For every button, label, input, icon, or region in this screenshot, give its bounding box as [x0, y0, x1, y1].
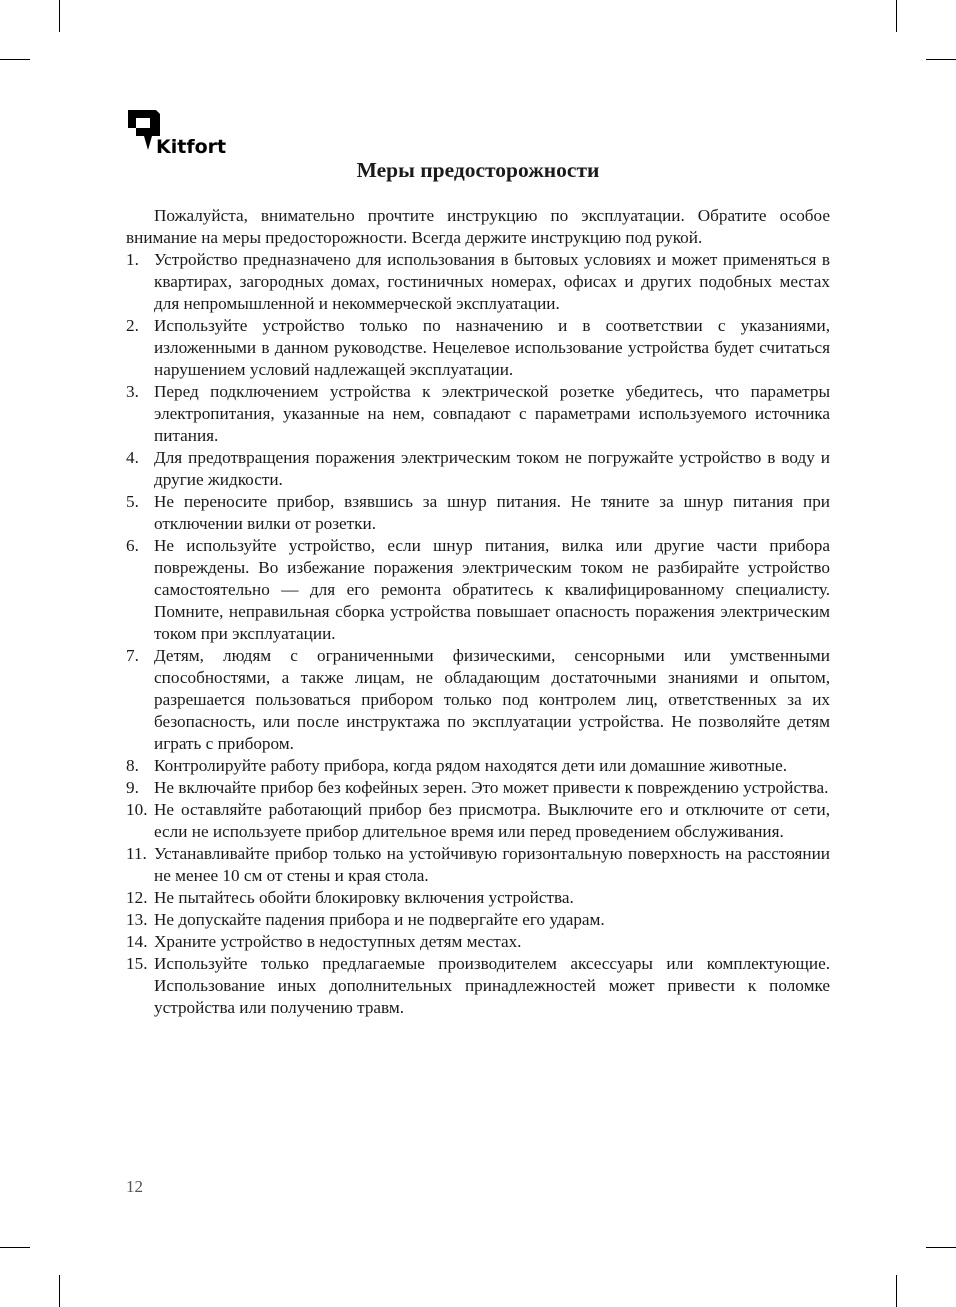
list-item	[126, 535, 830, 645]
list-item-text: Не включайте прибор без кофейных зерен. Это может привести к повреждению устройства.	[154, 778, 829, 797]
list-item	[126, 447, 830, 491]
list-item-text: Перед подключением устройства к электрической розетке убедитесь, что параметры электропитания, указанные на нем, совпадают с параметрами используемого источника питания.	[154, 382, 830, 445]
list-item-text: Контролируйте работу прибора, когда рядом находятся дети или домашние животные.	[154, 756, 788, 775]
crop-mark-bottom-left	[59, 1275, 60, 1307]
crop-mark-top-right	[896, 0, 897, 32]
crop-mark-top-left-h	[0, 59, 30, 60]
page-title: Меры предосторожности	[356, 158, 600, 182]
list-item-text: Детям, людям с ограниченными физическими, сенсорными или умственными способностями, а также лицам, не обладающим достаточными знаниями и опытом, разрешается пользоваться прибором только под контролем лиц, ответственных за их безопасность, или после инструктажа по эксплуатации устройства. Не позволяйте детям играть с прибором.	[154, 646, 830, 753]
list-item-number: 14.	[126, 932, 148, 951]
crop-mark-top-left	[59, 0, 60, 32]
safety-list	[126, 249, 830, 1019]
list-item-number: 3.	[126, 382, 139, 401]
crop-mark-bottom-right	[896, 1275, 897, 1307]
list-item-number: 8.	[126, 756, 139, 775]
intro-paragraph: Пожалуйста, внимательно прочтите инструкцию по эксплуатации. Обратите особое внимание на меры предосторожности. Всегда держите инструкцию под рукой.	[126, 206, 830, 247]
brand-logo	[126, 106, 226, 158]
kitfort-logo-icon	[126, 106, 226, 158]
list-item-number: 6.	[126, 536, 139, 555]
list-item-number: 5.	[126, 492, 139, 511]
list-item-text: Не переносите прибор, взявшись за шнур питания. Не тяните за шнур питания при отключении вилки от розетки.	[154, 492, 830, 533]
list-item-number: 12.	[126, 888, 148, 907]
list-item-text: Не оставляйте работающий прибор без присмотра. Выключите его и отключите от сети, если не используете прибор длительное время или перед проведением обслуживания.	[154, 800, 830, 841]
list-item-number: 1.	[126, 250, 139, 269]
list-item-number: 7.	[126, 646, 139, 665]
crop-mark-bottom-left-h	[0, 1247, 30, 1248]
list-item-text: Используйте только предлагаемые производителем аксессуары или комплектующие. Использование иных дополнительных принадлежностей может привести к поломке устройства или получению травм.	[154, 954, 830, 1017]
list-item-text: Не допускайте падения прибора и не подвергайте его ударам.	[154, 910, 605, 929]
list-item	[126, 931, 830, 953]
list-item	[126, 953, 830, 1019]
list-item-text: Не пытайтесь обойти блокировку включения устройства.	[154, 888, 574, 907]
list-item-number: 11.	[126, 844, 147, 863]
list-item-number: 10.	[126, 800, 148, 819]
document-body	[126, 205, 830, 1019]
list-item	[126, 777, 830, 799]
logo-text: Kitfort	[156, 136, 226, 158]
list-item-number: 4.	[126, 448, 139, 467]
list-item-text: Устройство предназначено для использования в бытовых условиях и может применяться в квартирах, загородных домах, гостиничных номерах, офисах и других подобных местах для непромышленной и некоммерческой эксплуатации.	[154, 250, 830, 313]
list-item-text: Устанавливайте прибор только на устойчивую горизонтальную поверхность на расстоянии не менее 10 см от стены и края стола.	[154, 844, 830, 885]
crop-mark-top-right-h	[926, 59, 956, 60]
list-item	[126, 843, 830, 887]
list-item-text: Используйте устройство только по назначению и в соответствии с указаниями, изложенными в данном руководстве. Нецелевое использование устройства будет считаться нарушением условий надлежащей эксплуатации.	[154, 316, 830, 379]
list-item-number: 9.	[126, 778, 139, 797]
list-item	[126, 315, 830, 381]
page-number: 12	[126, 1177, 143, 1196]
list-item-number: 15.	[126, 954, 148, 973]
list-item	[126, 755, 830, 777]
list-item	[126, 491, 830, 535]
list-item-number: 2.	[126, 316, 139, 335]
list-item-number: 13.	[126, 910, 148, 929]
list-item	[126, 909, 830, 931]
list-item-text: Храните устройство в недоступных детям местах.	[154, 932, 522, 951]
list-item	[126, 249, 830, 315]
list-item	[126, 381, 830, 447]
list-item	[126, 645, 830, 755]
list-item	[126, 799, 830, 843]
list-item-text: Не используйте устройство, если шнур питания, вилка или другие части прибора повреждены. Во избежание поражения электрическим током не разбирайте устройство самостоятельно — для его ремонта обратитесь к квалифицированному специалисту. Помните, неправильная сборка устройства повышает опасность поражения электрическим током при эксплуатации.	[154, 536, 830, 643]
list-item	[126, 887, 830, 909]
list-item-text: Для предотвращения поражения электрическим током не погружайте устройство в воду и другие жидкости.	[154, 448, 830, 489]
crop-mark-bottom-right-h	[926, 1247, 956, 1248]
